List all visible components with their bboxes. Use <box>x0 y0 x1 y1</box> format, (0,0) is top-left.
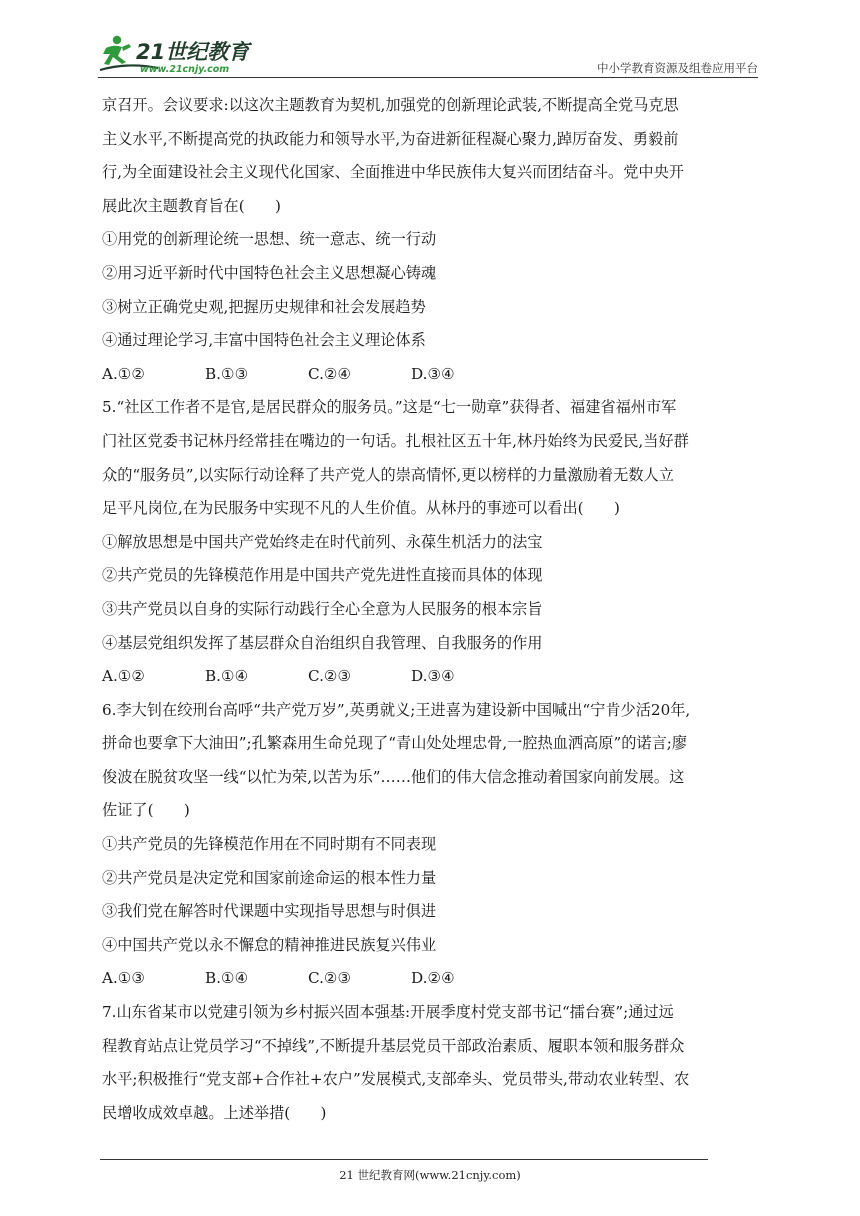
text-line: 俊波在脱贫攻坚一线“以忙为荣,以苦为乐”……他们的伟大信念推动着国家向前发展。这 <box>102 767 685 786</box>
answer-options-q5 <box>102 660 762 694</box>
text-line: 民增收成效卓越。上述举措( ) <box>102 1103 327 1122</box>
choice-statement: ③树立正确党史观,把握历史规律和社会发展趋势 <box>102 297 426 316</box>
option-a: A.①③ <box>102 969 146 988</box>
text-line: 佐证了( ) <box>102 801 190 820</box>
text-line: 众的“服务员”,以实际行动诠释了共产党人的崇高情怀,更以榜样的力量激励着无数人立 <box>102 465 674 484</box>
text-line: 门社区党委书记林丹经常挂在嘴边的一句话。扎根社区五十年,林丹始终为民爱民,当好群 <box>102 431 689 450</box>
text-line: 水平;积极推行“党支部+合作社+农户”发展模式,支部牵头、党员带头,带动农业转型、农 <box>102 1070 690 1089</box>
text-line: 足平凡岗位,在为民服务中实现不凡的人生价值。从林丹的事迹可以看出( ) <box>102 499 620 518</box>
answer-options-q4 <box>102 358 762 392</box>
question-6-stem: 6.李大钊在绞刑台高呼“共产党万岁”,英勇就义;王进喜为建设新中国喊出“宁肯少活20年, <box>102 700 691 719</box>
option-d: D.②④ <box>411 969 455 988</box>
page-footer: 21 世纪教育网(www.21cnjy.com) <box>339 1168 521 1182</box>
text-line: 程教育站点让党员学习“不掉线”,不断提升基层党员干部政治素质、履职本领和服务群众 <box>102 1036 685 1055</box>
choice-statement: ④中国共产党以永不懈怠的精神推进民族复兴伟业 <box>102 935 437 954</box>
header-platform-text: 中小学教育资源及组卷应用平台 <box>597 61 758 75</box>
answer-options-q6 <box>102 962 762 996</box>
option-a: A.①② <box>102 667 146 686</box>
logo-url: www.21cnjy.com <box>140 64 230 75</box>
footer-divider <box>100 1159 708 1160</box>
choice-statement: ①解放思想是中国共产党始终走在时代前列、永葆生机活力的法宝 <box>102 532 543 551</box>
text-line: 拼命也要拿下大油田”;孔繁森用生命兑现了“青山处处埋忠骨,一腔热血洒高原”的诺言;廖 <box>102 734 688 753</box>
choice-statement: ②共产党员是决定党和国家前途命运的根本性力量 <box>102 868 437 887</box>
choice-statement: ③我们党在解答时代课题中实现指导思想与时俱进 <box>102 902 437 921</box>
logo-21cnjy <box>98 32 268 76</box>
option-b: B.①④ <box>205 969 249 988</box>
choice-statement: ①用党的创新理论统一思想、统一意志、统一行动 <box>102 230 437 249</box>
option-d: D.③④ <box>411 667 455 686</box>
choice-statement: ②共产党员的先锋模范作用是中国共产党先进性直接而具体的体现 <box>102 566 543 585</box>
text-line: 行,为全面建设社会主义现代化国家、全面推进中华民族伟大复兴而团结奋斗。党中央开 <box>102 163 684 182</box>
option-d: D.③④ <box>411 364 455 383</box>
question-7-stem: 7.山东省某市以党建引领为乡村振兴固本强基:开展季度村党支部书记“擂台赛”;通过远 <box>102 1003 674 1022</box>
choice-statement: ③共产党员以自身的实际行动践行全心全意为人民服务的根本宗旨 <box>102 599 543 618</box>
choice-statement: ①共产党员的先锋模范作用在不同时期有不同表现 <box>102 835 437 854</box>
choice-statement: ④基层党组织发挥了基层群众自治组织自我管理、自我服务的作用 <box>102 633 543 652</box>
question-5-stem: 5.“社区工作者不是官,是居民群众的服务员。”这是“七一勋章”获得者、福建省福州市军 <box>102 398 677 417</box>
text-line: 京召开。会议要求:以这次主题教育为契机,加强党的创新理论武装,不断提高全党马克思 <box>102 96 679 114</box>
option-a: A.①② <box>102 364 146 383</box>
logo-text: 21世纪教育 <box>136 40 250 64</box>
option-b: B.①④ <box>205 667 249 686</box>
choice-statement: ②用习近平新时代中国特色社会主义思想凝心铸魂 <box>102 263 437 282</box>
text-line: 主义水平,不断提高党的执政能力和领导水平,为奋进新征程凝心聚力,踔厉奋发、勇毅前 <box>102 129 679 148</box>
page-header <box>98 30 758 80</box>
text-line: 展此次主题教育旨在( ) <box>102 196 281 215</box>
option-c: C.②③ <box>308 969 352 988</box>
choice-statement: ④通过理论学习,丰富中国特色社会主义理论体系 <box>102 331 426 350</box>
option-c: C.②③ <box>308 667 352 686</box>
header-divider <box>98 77 758 78</box>
option-b: B.①③ <box>205 364 249 383</box>
document-body <box>102 89 762 1130</box>
option-c: C.②④ <box>308 364 352 383</box>
